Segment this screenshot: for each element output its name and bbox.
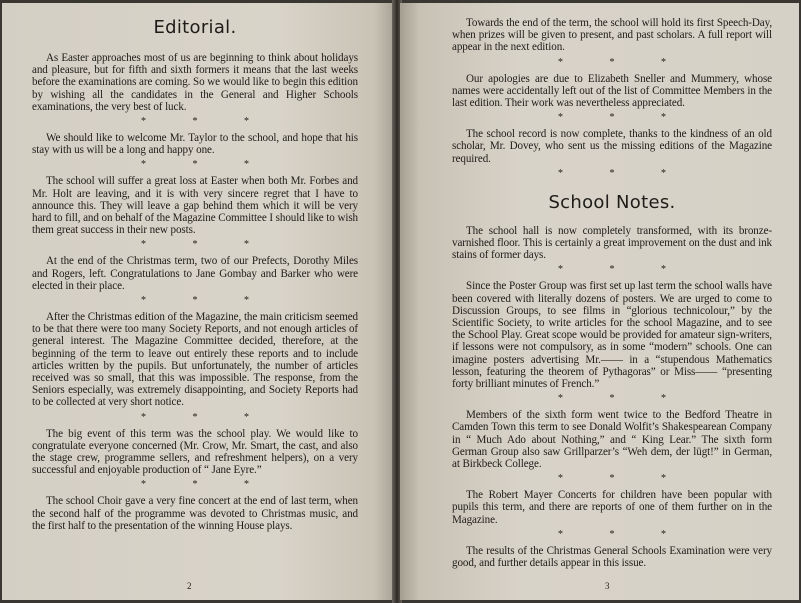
section-separator: * * * <box>141 295 271 307</box>
editorial-column <box>32 17 358 532</box>
section-separator: * * * <box>558 264 688 276</box>
section-separator: * * * <box>141 239 271 251</box>
section-separator: * * * <box>141 159 271 171</box>
editorial-heading: Editorial. <box>153 17 237 38</box>
right-page <box>400 3 799 600</box>
section-separator: * * * <box>558 112 688 124</box>
notes-paragraph: The school record is now complete, thanks to the kindness of an old scholar, Mr. Dovey, who sent us the missing editions of the Magazine required. <box>452 128 772 165</box>
section-separator: * * * <box>141 411 271 423</box>
page-number: 3 <box>605 581 610 591</box>
editorial-paragraph: The big event of this term was the school play. We would like to congratulate everyone concerned (Mr. Crow, Mr. Smart, the cast, and also the stage crew, programme sellers, and refreshment helpers), on a very successful and enjoyable production of “ Jane Eyre.” <box>32 427 358 477</box>
left-page <box>2 3 394 600</box>
editorial-paragraph: After the Christmas edition of the Magazine, the main criticism seemed to be that there were too many Society Reports, and not enough articles of general interest. The Magazine Committee decided, therefore, at the beginning of the term to leave out entirely these reports and to include articles written by the pupils. But unfortunately, the number of articles received was so small, that this was impossible. The response, from the Seniors especially, was extremely disappointing, and Society Reports had to be collected at very short notice. <box>32 311 358 409</box>
editorial-paragraph: The school will suffer a great loss at Easter when both Mr. Forbes and Mr. Holt are leaving, and it is with very sincere regret that I have to announce this. They will leave a gap behind them which it will be very hard to fill, and on behalf of the Magazine Committee I should like to wish them great success in their new posts. <box>32 175 358 237</box>
school-notes-column <box>452 17 772 569</box>
section-separator: * * * <box>141 116 271 128</box>
editorial-paragraph: We should like to welcome Mr. Taylor to the school, and hope that his stay with us will be a long and happy one. <box>32 132 358 157</box>
notes-paragraph: Towards the end of the term, the school will hold its first Speech-Day, when prizes will be given to present, and past scholars. A full report will appear in the next edition. <box>452 17 772 54</box>
page-number: 2 <box>187 581 192 591</box>
editorial-paragraph: As Easter approaches most of us are beginning to think about holidays and pleasure, but for fifth and sixth formers it means that the last weeks before the examinations are coming. So we would like to begin this edition by wishing all the candidates in the General and Higher Schools examinations, the very best of luck. <box>32 52 358 113</box>
notes-paragraph: The results of the Christmas General Schools Examination were very good, and further details appear in this issue. <box>452 544 772 570</box>
section-separator: * * * <box>558 393 688 405</box>
notes-paragraph: The school hall is now completely transformed, with its bronze-varnished floor. This is certainly a great improvement on the dust and ink stains of former days. <box>452 224 772 262</box>
section-separator: * * * <box>558 473 688 485</box>
editorial-paragraph: The school Choir gave a very fine concert at the end of last term, when the second half of the programme was devoted to Christmas music, and the first half to the presentation of the winning House plays. <box>32 495 358 532</box>
school-notes-heading: School Notes. <box>548 191 676 213</box>
notes-paragraph: Since the Poster Group was first set up last term the school walls have been covered with literally dozens of posters. We are urged to come to Discussion Groups, to see films in “glorious technicolour,” by the Scientific Society, to write articles for the school Magazine, and to see the School Play. Great scope would be provided for amateur sign-writers, if lessons were not compulsory, as in some “modern” schools. One can imagine posters advertising Mr.—— in a “stupendous Mathematics lesson, featuring the theorem of Pythagoras” or Miss—— “presenting forty brilliant minutes of French.” <box>452 280 772 391</box>
notes-paragraph: Our apologies are due to Elizabeth Sneller and Mummery, whose names were accidentally left out of the list of Committee Members in the last edition. Their work was nevertheless appreciated. <box>452 72 772 110</box>
notes-paragraph: The Robert Mayer Concerts for children have been popular with pupils this term, and there are reports of one of them further on in the Magazine. <box>452 489 772 526</box>
editorial-paragraph: At the end of the Christmas term, two of our Prefects, Dorothy Miles and Rogers, left. Congratulations to Jane Gombay and Barker who were elected in their place. <box>32 255 358 292</box>
section-separator: * * * <box>558 528 688 540</box>
section-separator: * * * <box>558 56 688 68</box>
section-separator: * * * <box>558 167 688 179</box>
notes-paragraph: Members of the sixth form went twice to the Bedford Theatre in Camden Town this term to see Donald Wolfit’s Shakespearean Company in “ Much Ado about Nothing,” and “ King Lear.” The sixth form German Group also saw Grillparzer’s “Weh dem, der lügt!” in German, at Birkbeck College. <box>452 409 772 471</box>
section-separator: * * * <box>141 479 271 491</box>
